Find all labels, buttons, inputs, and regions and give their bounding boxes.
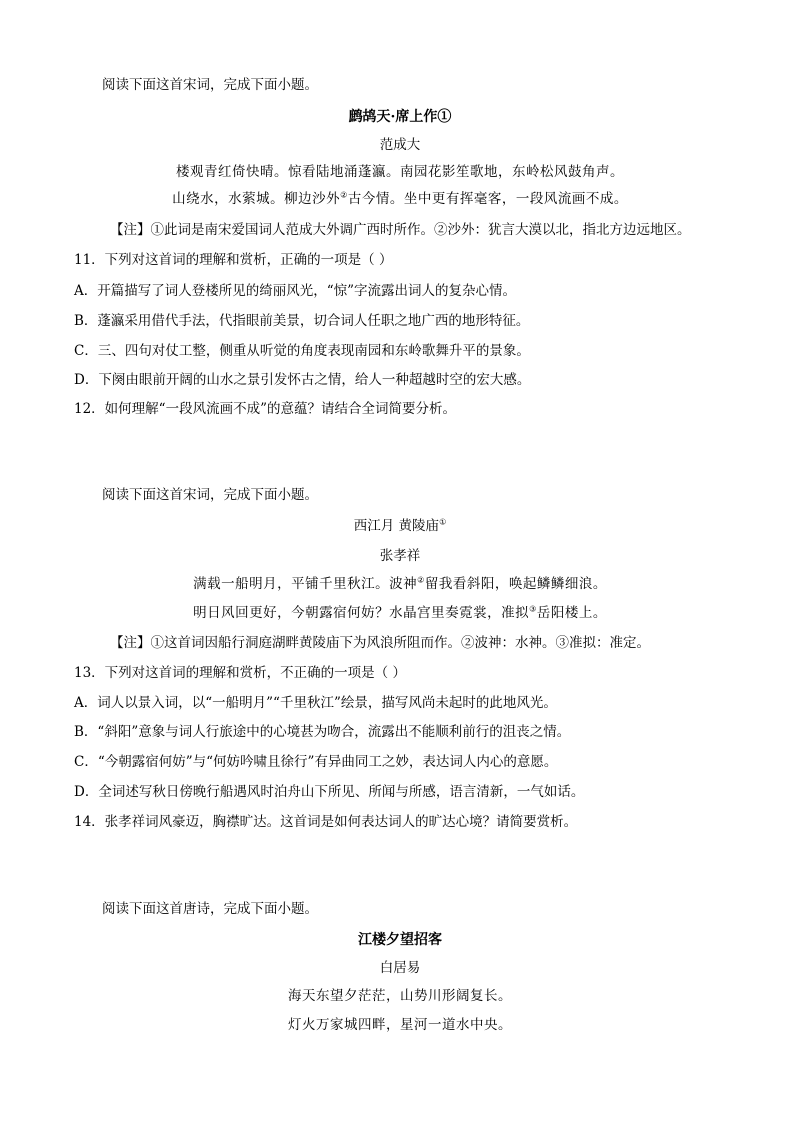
poem2-title-text: 西江月 黄陵庙: [353, 518, 440, 534]
q11-option-d: D．下阕由眼前开阔的山水之景引发怀古之情，给人一种超越时空的宏大感。: [74, 372, 531, 388]
poem2-footnote-mark-3: ③: [529, 604, 537, 614]
poem2-title-footnote-mark: ①: [439, 517, 447, 527]
poem2-author: 张孝祥: [379, 548, 421, 564]
question-14: 14．张孝祥词风豪迈，胸襟旷达。这首词是如何表达词人的旷达心境？请简要赏析。: [74, 814, 578, 830]
poem1-line2-part-a: 山绕水，水萦城。柳边沙外: [172, 191, 341, 207]
poem1-title: 鹧鸪天·席上作①: [348, 109, 452, 125]
section3-intro: 阅读下面这首唐诗，完成下面小题。: [102, 901, 318, 917]
poem3-line2: 灯火万家城四畔，星河一道水中央。: [288, 1017, 512, 1033]
q11-option-a: A．开篇描写了词人登楼所见的绮丽风光，“惊”字流露出词人的复杂心情。: [74, 283, 517, 299]
poem2-footnote-mark-2: ②: [417, 575, 425, 585]
section2-intro: 阅读下面这首宋词，完成下面小题。: [102, 487, 318, 503]
q11-option-b: B．蓬瀛采用借代手法，代指眼前美景，切合词人任职之地广西的地形特征。: [74, 313, 530, 329]
poem3-line1: 海天东望夕茫茫，山势川形阔复长。: [288, 988, 512, 1004]
poem2-line1-part-b: 留我看斜阳，唤起鳞鳞细浪。: [424, 576, 607, 592]
q13-option-d: D．全词述写秋日傍晚行船遇风时泊舟山下所见、所闻与所感，语言清新，一气如话。: [74, 784, 585, 800]
poem2-line2-part-b: 岳阳楼上。: [536, 605, 607, 621]
section1-intro: 阅读下面这首宋词，完成下面小题。: [102, 77, 318, 93]
poem3-author: 白居易: [379, 960, 421, 976]
poem2-line1: [0, 575, 800, 593]
question-11: 11．下列对这首词的理解和赏析，正确的一项是（ ）: [74, 252, 393, 268]
poem2-line1-part-a: 满载一船明月，平铺千里秋江。波神: [193, 576, 418, 592]
poem1-line1: 楼观青红倚快晴。惊看陆地涌蓬瀛。南园花影笙歌地，东岭松风鼓角声。: [176, 164, 624, 180]
poem1-note: 【注】①此词是南宋爱国词人范成大外调广西时所作。②沙外：犹言大漠以北，指北方边远地区。: [110, 222, 691, 238]
question-13: 13．下列对这首词的理解和赏析，不正确的一项是（ ）: [74, 665, 406, 681]
q11-option-c: C．三、四句对仗工整，侧重从听觉的角度表现南园和东岭歌舞升平的景象。: [74, 343, 530, 359]
poem1-footnote-mark: ②: [340, 190, 348, 200]
poem1-author: 范成大: [379, 137, 421, 153]
question-12: 12．如何理解“一段风流画不成”的意蕴？请结合全词简要分析。: [74, 401, 456, 417]
q13-option-c: C．“今朝露宿何妨”与“何妨吟啸且徐行”有异曲同工之妙，表达词人内心的意愿。: [74, 754, 558, 770]
q13-option-b: B．“斜阳”意象与词人行旅途中的心境甚为吻合，流露出不能顺利前行的沮丧之情。: [74, 724, 571, 740]
poem2-line2-part-a: 明日风回更好，今朝露宿何妨？水晶宫里奏霓裳，准拟: [193, 605, 530, 621]
poem1-line2-part-b: 古今情。坐中更有挥毫客，一段风流画不成。: [347, 191, 628, 207]
poem2-note: 【注】①这首词因船行洞庭湖畔黄陵庙下为风浪所阻而作。②波神：水神。③准拟：准定。: [110, 635, 650, 651]
poem3-title: 江楼夕望招客: [358, 932, 442, 948]
poem1-line2: [0, 190, 800, 208]
poem2-line2: [0, 604, 800, 622]
poem2-title: [0, 517, 800, 535]
q13-option-a: A．词人以景入词，以“一船明月”“千里秋江”绘景，描写风尚未起时的此地风光。: [74, 695, 557, 711]
